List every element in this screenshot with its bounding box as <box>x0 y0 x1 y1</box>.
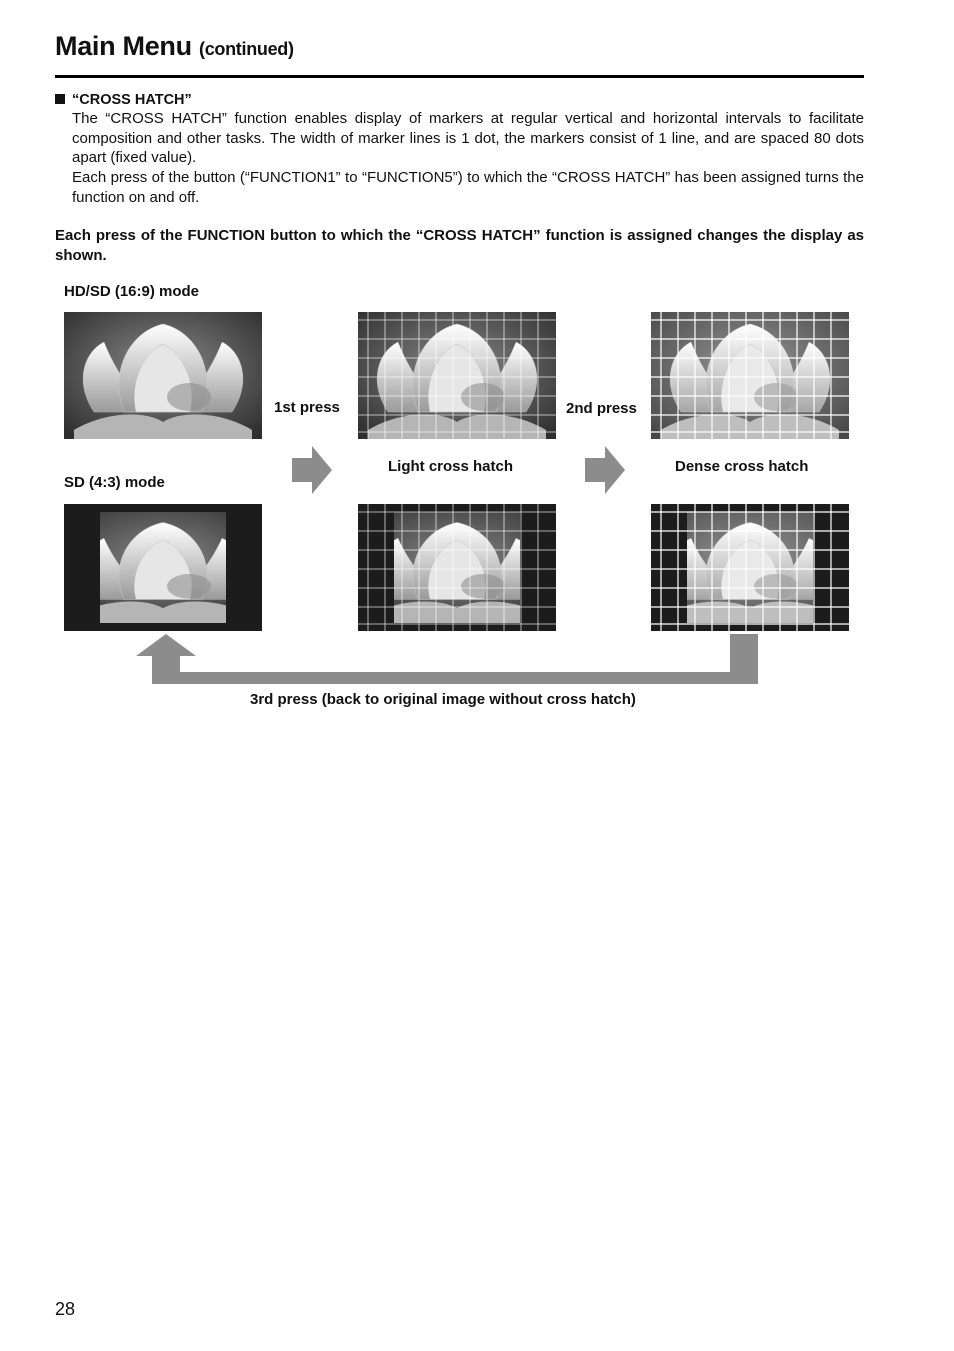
first-press-label: 1st press <box>274 399 340 416</box>
third-press-label: 3rd press (back to original image without cross hatch) <box>250 691 636 708</box>
square-bullet-icon <box>55 94 65 104</box>
function-note: Each press of the FUNCTION button to which the “CROSS HATCH” function is assigned changes the display as shown. <box>55 227 864 264</box>
page-title-suffix: (continued) <box>199 39 294 59</box>
page-number: 28 <box>55 1299 76 1319</box>
second-press-label: 2nd press <box>566 400 637 417</box>
description-paragraph: The “CROSS HATCH” function enables display of markers at regular vertical and horizontal intervals to facilitate composition and other tasks. The width of marker lines is 1 dot, the markers consist of 1 line, and are spaced 80 dots apart (fixed value). <box>72 110 864 166</box>
sd-original-image <box>64 504 262 631</box>
arrow-right-icon <box>292 446 332 494</box>
hd-dense-hatch-image <box>651 312 849 439</box>
function-paragraph: Each press of the button (“FUNCTION1” to “FUNCTION5”) to which the “CROSS HATCH” has been assigned turns the function on and off. <box>72 169 864 206</box>
hd-original-image <box>64 312 262 439</box>
dense-cross-hatch-label: Dense cross hatch <box>675 458 809 475</box>
arrow-right-icon <box>585 446 625 494</box>
title-divider <box>55 75 864 78</box>
hd-mode-label: HD/SD (16:9) mode <box>64 283 200 300</box>
sd-mode-label: SD (4:3) mode <box>64 474 165 491</box>
sd-light-hatch-image <box>358 504 556 631</box>
page-title: Main Menu (continued) <box>55 31 294 61</box>
light-cross-hatch-label: Light cross hatch <box>388 458 514 475</box>
return-arrow-icon <box>136 634 760 686</box>
sd-dense-hatch-image <box>651 504 849 631</box>
section-heading: “CROSS HATCH” <box>55 92 192 108</box>
hd-light-hatch-image <box>358 312 556 439</box>
